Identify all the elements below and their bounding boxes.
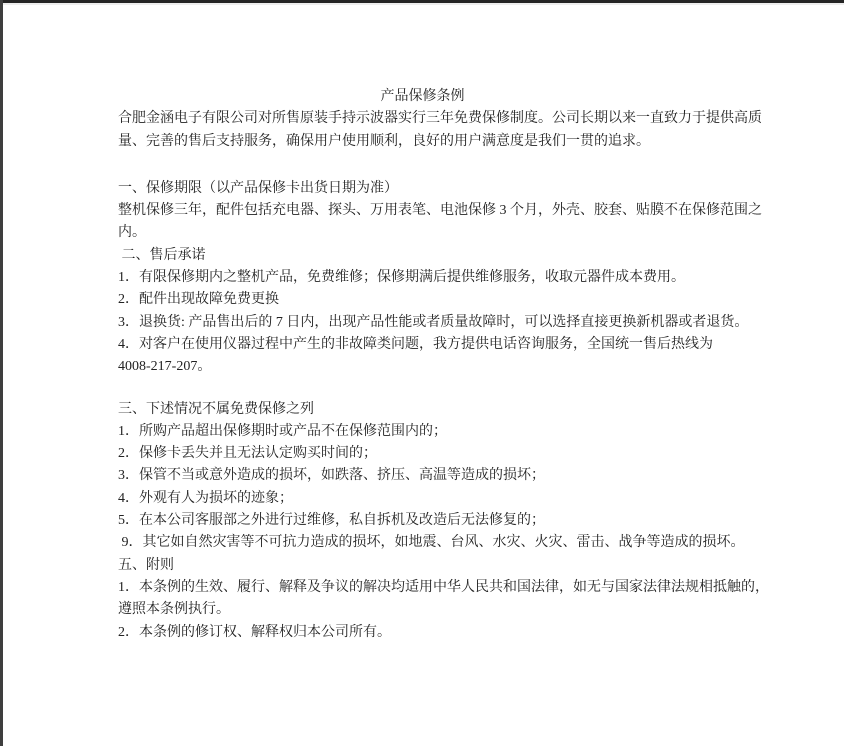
text-line: 3．退换货: 产品售出后的 7 日内，出现产品性能或者质量故障时，可以选择直接更换新机器或者退货。 [118,314,749,330]
text-line: 1．有限保修期内之整机产品，免费维修；保修期满后提供维修服务，收取元器件成本费用。 [118,270,685,286]
document-body [118,86,769,644]
text-line: 2．本条例的修订权、解释权归本公司所有。 [118,624,391,640]
text-line: 3．保管不当或意外造成的损坏，如跌落、挤压、高温等造成的损坏； [118,468,545,484]
text-line: 4008-217-207。 [118,359,212,375]
text-line: 4．外观有人为损坏的迹象； [118,490,293,506]
text-line: 二、售后承诺 [118,247,206,263]
text-line: 合肥金涵电子有限公司对所售原装手持示波器实行三年免费保修制度。公司长期以来一直致力于提供高质 [118,111,762,127]
text-line: 一、保修期限（以产品保修卡出货日期为准） [118,180,398,196]
text-line: 2．配件出现故障免费更换 [118,292,279,308]
blank-line [118,153,727,178]
text-line: 1．所购产品超出保修期时或产品不在保修范围内的； [118,423,447,439]
text-line: 4．对客户在使用仪器过程中产生的非故障类问题，我方提供电话咨询服务，全国统一售后热线为 [118,336,713,352]
text-line: 五、附则 [118,557,174,573]
window-top-border [0,0,844,5]
text-line: 9．其它如自然灾害等不可抗力造成的损坏，如地震、台风、水灾、火灾、雷击、战争等造成的损坏。 [118,535,745,551]
text-line: 量、完善的售后支持服务，确保用户使用顺利，良好的用户满意度是我们一贯的追求。 [118,133,650,149]
text-line: 整机保修三年，配件包括充电器、探头、万用表笔、电池保修 3 个月，外壳、胶套、贴膜不在保修范围之 [118,203,762,219]
text-line: 5．在本公司客服部之外进行过维修，私自拆机及改造后无法修复的； [118,513,545,529]
text-line: 三、下述情况不属免费保修之列 [118,401,314,417]
text-line: 1．本条例的生效、履行、解释及争议的解决均适用中华人民共和国法律，如无与国家法律法规相抵触的， [118,579,769,595]
text-line: 遵照本条例执行。 [118,602,230,618]
blank-line [118,379,727,399]
document-title: 产品保修条例 [380,89,465,104]
text-line: 2．保修卡丢失并且无法认定购买时间的； [118,446,377,462]
text-line: 内。 [118,225,146,241]
window-left-border [0,0,3,746]
